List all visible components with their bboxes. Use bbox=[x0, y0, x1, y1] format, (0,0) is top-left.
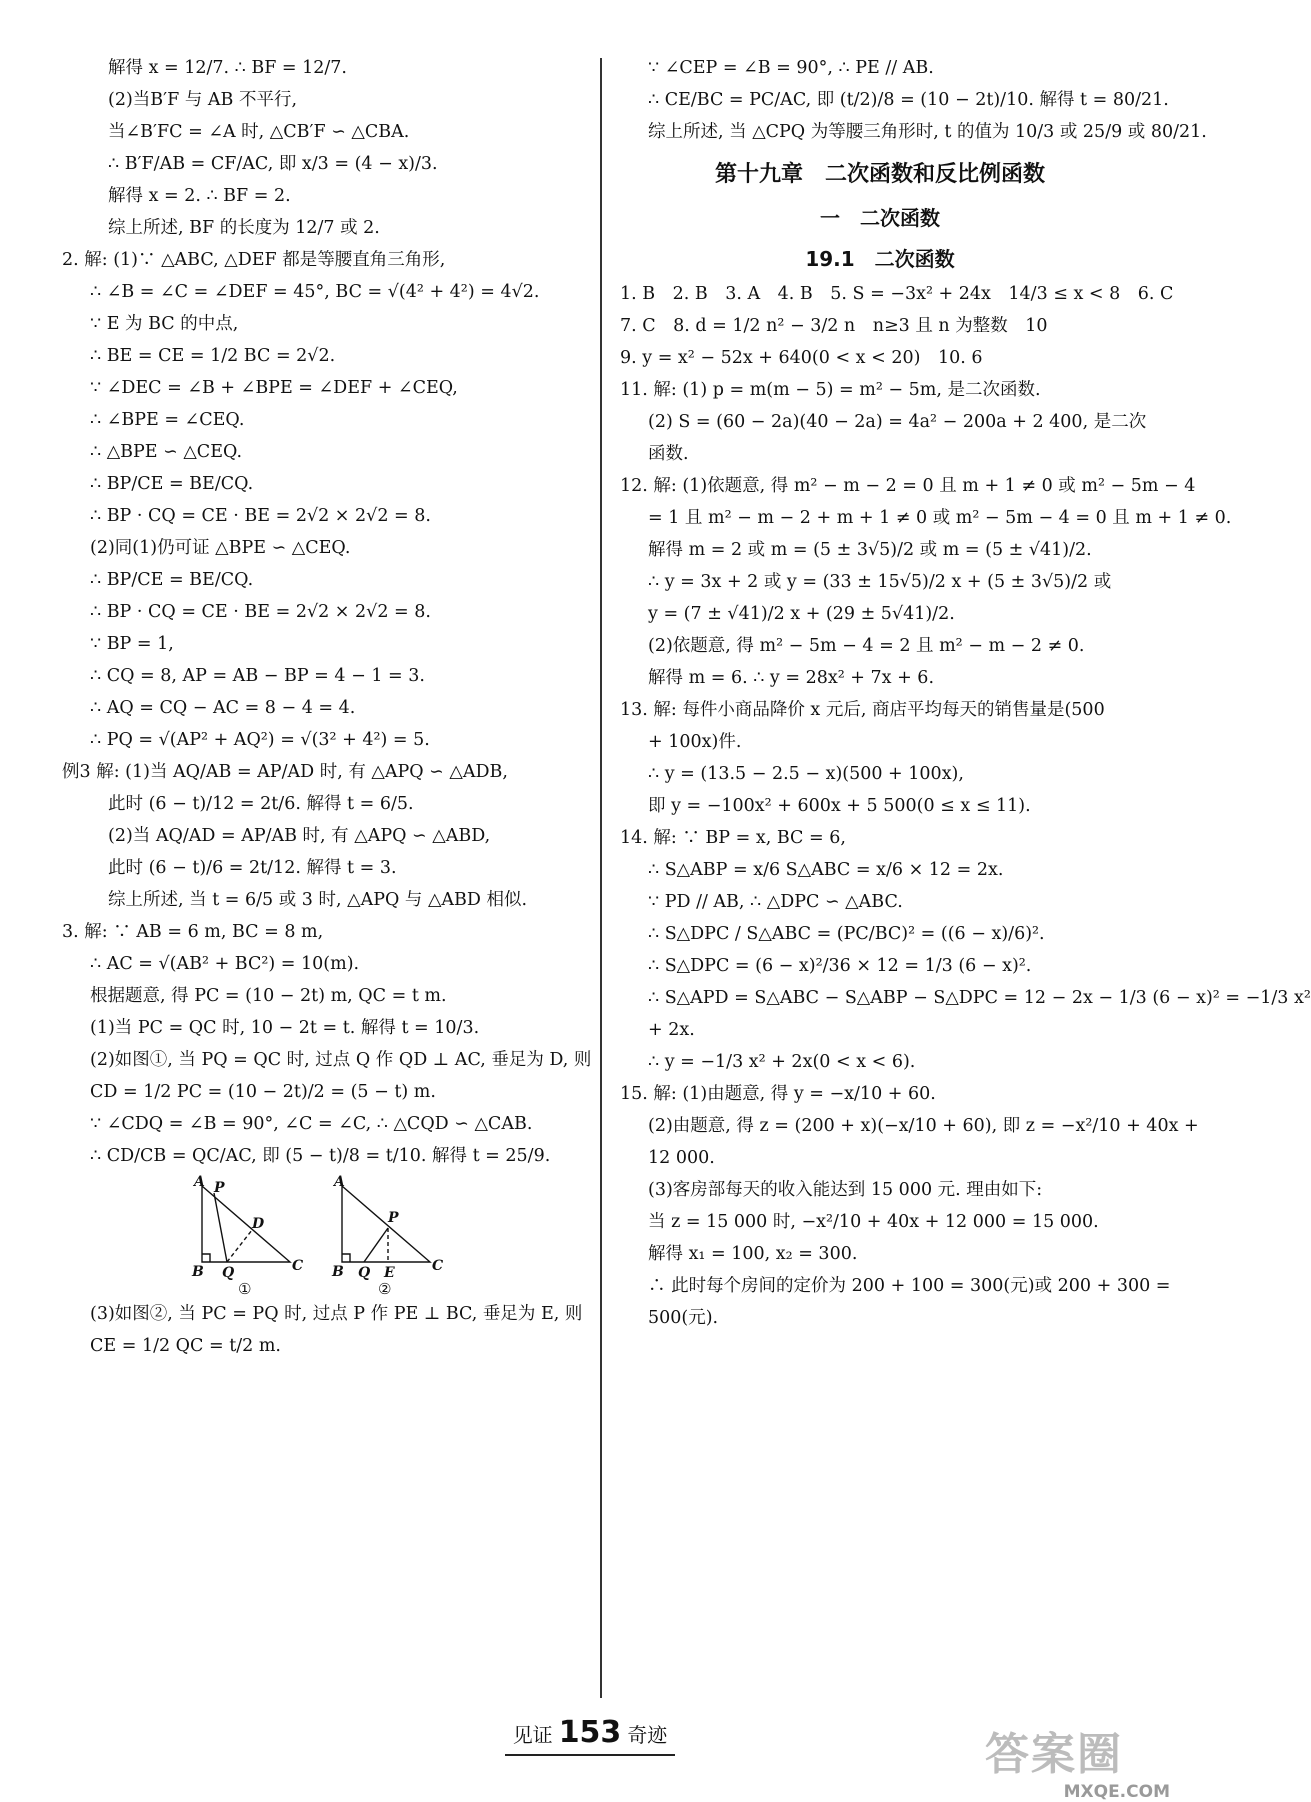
problem-2-start: 2. 解: (1)∵ △ABC, △DEF 都是等腰直角三角形, bbox=[62, 250, 446, 270]
answer-line: ∴ BP/CE = BE/CQ. bbox=[90, 570, 254, 590]
answer-line: 9. y = x² − 52x + 640(0 < x < 20) 10. 6 bbox=[620, 348, 983, 368]
answer-line: 当∠B′FC = ∠A 时, △CB′F ∽ △CBA. bbox=[108, 122, 410, 142]
answer-line: ∴ ∠B = ∠C = ∠DEF = 45°, BC = √(4² + 4²) = 4√2. bbox=[90, 282, 540, 302]
answer-line: (2) S = (60 − 2a)(40 − 2a) = 4a² − 200a + 2 400, 是二次 bbox=[648, 412, 1147, 432]
answer-line: ∴ CQ = 8, AP = AB − BP = 4 − 1 = 3. bbox=[90, 666, 425, 686]
answer-line: ∵ ∠CDQ = ∠B = 90°, ∠C = ∠C, ∴ △CQD ∽ △CAB. bbox=[90, 1114, 533, 1134]
answer-line: (1)当 PC = QC 时, 10 − 2t = t. 解得 t = 10/3. bbox=[90, 1018, 480, 1038]
answer-line: (3)客房部每天的收入能达到 15 000 元. 理由如下: bbox=[648, 1180, 1043, 1200]
answer-line: 1. B 2. B 3. A 4. B 5. S = −3x² + 24x 14/3 ≤ x < 8 6. C bbox=[620, 284, 1174, 304]
figure-caption: ① bbox=[238, 1280, 252, 1298]
label-e: E bbox=[384, 1265, 395, 1281]
answer-line: ∵ ∠CEP = ∠B = 90°, ∴ PE // AB. bbox=[648, 58, 934, 78]
answer-line: CE = 1/2 QC = t/2 m. bbox=[90, 1336, 281, 1356]
label-b: B bbox=[192, 1264, 204, 1280]
footer-rule bbox=[505, 1754, 675, 1756]
answer-line: = 1 且 m² − m − 2 + m + 1 ≠ 0 或 m² − 5m − 4 = 0 且 m + 1 ≠ 0. bbox=[648, 508, 1232, 528]
answer-line: ∵ ∠DEC = ∠B + ∠BPE = ∠DEF + ∠CEQ, bbox=[90, 378, 458, 398]
answer-line: 7. C 8. d = 1/2 n² − 3/2 n n≥3 且 n 为整数 10 bbox=[620, 316, 1048, 336]
label-p: P bbox=[388, 1210, 399, 1226]
answer-line: 综上所述, BF 的长度为 12/7 或 2. bbox=[108, 218, 380, 238]
answer-line: 此时 (6 − t)/6 = 2t/12. 解得 t = 3. bbox=[108, 858, 397, 878]
answer-line: 解得 m = 2 或 m = (5 ± 3√5)/2 或 m = (5 ± √41)/2. bbox=[648, 540, 1092, 560]
answer-line: ∴ S△ABP = x/6 S△ABC = x/6 × 12 = 2x. bbox=[648, 860, 1004, 880]
answer-line: 解得 x₁ = 100, x₂ = 300. bbox=[648, 1244, 858, 1264]
answer-line: (2)同(1)仍可证 △BPE ∽ △CEQ. bbox=[90, 538, 351, 558]
problem-12-start: 12. 解: (1)依题意, 得 m² − m − 2 = 0 且 m + 1 ≠ 0 或 m² − 5m − 4 bbox=[620, 476, 1196, 496]
answer-line: ∴ △BPE ∽ △CEQ. bbox=[90, 442, 243, 462]
page-number: 153 bbox=[558, 1715, 622, 1750]
label-a: A bbox=[334, 1174, 345, 1190]
chapter-title: 第十九章 二次函数和反比例函数 bbox=[714, 162, 1045, 187]
answer-line: ∴ BE = CE = 1/2 BC = 2√2. bbox=[90, 346, 336, 366]
answer-line: 解得 m = 6. ∴ y = 28x² + 7x + 6. bbox=[648, 668, 935, 688]
answer-line: (3)如图②, 当 PC = PQ 时, 过点 P 作 PE ⊥ BC, 垂足为 E, 则 bbox=[90, 1304, 583, 1324]
answer-line: ∴ BP · CQ = CE · BE = 2√2 × 2√2 = 8. bbox=[90, 602, 431, 622]
answer-line: ∴ y = (13.5 − 2.5 − x)(500 + 100x), bbox=[648, 764, 964, 784]
triangle-figures-svg bbox=[192, 1174, 452, 1298]
answer-line: CD = 1/2 PC = (10 − 2t)/2 = (5 − t) m. bbox=[90, 1082, 436, 1102]
watermark-logo bbox=[985, 1718, 1170, 1802]
answer-line: (2)当 AQ/AD = AP/AB 时, 有 △APQ ∽ △ABD, bbox=[108, 826, 491, 846]
label-b: B bbox=[332, 1264, 344, 1280]
answer-line: ∴ ∠BPE = ∠CEQ. bbox=[90, 410, 245, 430]
answer-line: 根据题意, 得 PC = (10 − 2t) m, QC = t m. bbox=[90, 986, 447, 1006]
answer-line: 综上所述, 当 △CPQ 为等腰三角形时, t 的值为 10/3 或 25/9 或 80/21. bbox=[648, 122, 1207, 142]
answer-line: ∵ BP = 1, bbox=[90, 634, 174, 654]
answer-line: ∴ BP/CE = BE/CQ. bbox=[90, 474, 254, 494]
problem-3-start: 3. 解: ∵ AB = 6 m, BC = 8 m, bbox=[62, 922, 324, 942]
problem-14-start: 14. 解: ∵ BP = x, BC = 6, bbox=[620, 828, 846, 848]
label-c: C bbox=[292, 1258, 304, 1274]
section-title: 一 二次函数 bbox=[820, 206, 940, 230]
answer-line: + 2x. bbox=[648, 1020, 695, 1040]
answer-line: ∵ E 为 BC 的中点, bbox=[90, 314, 239, 334]
footer-left-text: 见证 bbox=[512, 1723, 553, 1747]
answer-line: (2)依题意, 得 m² − 5m − 4 = 2 且 m² − m − 2 ≠ 0. bbox=[648, 636, 1085, 656]
right-column bbox=[620, 58, 1311, 1340]
answer-line: + 100x)件. bbox=[648, 732, 742, 752]
answer-line: ∴ AC = √(AB² + BC²) = 10(m). bbox=[90, 954, 360, 974]
problem-13-start: 13. 解: 每件小商品降价 x 元后, 商店平均每天的销售量是(500 bbox=[620, 700, 1105, 720]
answer-line: 12 000. bbox=[648, 1148, 715, 1168]
label-d: D bbox=[252, 1216, 265, 1232]
answer-line: ∴ y = 3x + 2 或 y = (33 ± 15√5)/2 x + (5 ± 3√5)/2 或 bbox=[648, 572, 1112, 592]
answer-line: ∴ S△DPC = (6 − x)²/36 × 12 = 1/3 (6 − x)². bbox=[648, 956, 1032, 976]
answer-line: ∴ B′F/AB = CF/AC, 即 x/3 = (4 − x)/3. bbox=[108, 154, 438, 174]
label-q: Q bbox=[222, 1265, 235, 1281]
answer-line: ∴ AQ = CQ − AC = 8 − 4 = 4. bbox=[90, 698, 356, 718]
answer-line: 当 z = 15 000 时, −x²/10 + 40x + 12 000 = 15 000. bbox=[648, 1212, 1099, 1232]
example-3-start: 例3 解: (1)当 AQ/AB = AP/AD 时, 有 △APQ ∽ △ADB, bbox=[62, 762, 508, 782]
figure-caption: ② bbox=[378, 1280, 392, 1298]
answer-line: ∴ S△APD = S△ABC − S△ABP − S△DPC = 12 − 2x − 1/3 (6 − x)² = −1/3 x² bbox=[648, 988, 1311, 1008]
watermark-text: 答案圈 bbox=[985, 1729, 1123, 1780]
answer-line: 即 y = −100x² + 600x + 5 500(0 ≤ x ≤ 11). bbox=[648, 796, 1031, 816]
label-c: C bbox=[432, 1258, 444, 1274]
answer-line: (2)由题意, 得 z = (200 + x)(−x/10 + 60), 即 z = −x²/10 + 40x + bbox=[648, 1116, 1199, 1136]
answer-line: ∴ CE/BC = PC/AC, 即 (t/2)/8 = (10 − 2t)/10. 解得 t = 80/21. bbox=[648, 90, 1169, 110]
label-q: Q bbox=[358, 1265, 371, 1281]
answer-line: (2)当B′F 与 AB 不平行, bbox=[108, 90, 298, 110]
footer-right-text: 奇迹 bbox=[627, 1723, 668, 1747]
answer-line: ∴ 此时每个房间的定价为 200 + 100 = 300(元)或 200 + 300 = bbox=[648, 1276, 1171, 1296]
watermark-domain: MXQE.COM bbox=[1063, 1782, 1170, 1802]
answer-line: ∴ y = −1/3 x² + 2x(0 < x < 6). bbox=[648, 1052, 916, 1072]
left-column bbox=[62, 58, 592, 1368]
answer-line: (2)如图①, 当 PQ = QC 时, 过点 Q 作 QD ⊥ AC, 垂足为 D, 则 bbox=[90, 1050, 592, 1070]
label-a: A bbox=[194, 1174, 205, 1190]
geometry-figures bbox=[62, 1174, 582, 1298]
answer-line: ∴ CD/CB = QC/AC, 即 (5 − t)/8 = t/10. 解得 t = 25/9. bbox=[90, 1146, 551, 1166]
answer-line: y = (7 ± √41)/2 x + (29 ± 5√41)/2. bbox=[648, 604, 955, 624]
answer-line: ∴ PQ = √(AP² + AQ²) = √(3² + 4²) = 5. bbox=[90, 730, 430, 750]
subsection-title: 19.1 二次函数 bbox=[805, 247, 955, 271]
answer-line: 函数. bbox=[648, 444, 689, 464]
label-p: P bbox=[214, 1180, 225, 1196]
answer-line: 解得 x = 12/7. ∴ BF = 12/7. bbox=[108, 58, 347, 78]
problem-11-start: 11. 解: (1) p = m(m − 5) = m² − 5m, 是二次函数. bbox=[620, 380, 1041, 400]
answer-line: 综上所述, 当 t = 6/5 或 3 时, △APQ 与 △ABD 相似. bbox=[108, 890, 528, 910]
answer-line: ∵ PD // AB, ∴ △DPC ∽ △ABC. bbox=[648, 892, 903, 912]
answer-line: 解得 x = 2. ∴ BF = 2. bbox=[108, 186, 291, 206]
column-divider bbox=[600, 58, 602, 1698]
answer-line: 500(元). bbox=[648, 1308, 719, 1328]
answer-line: 此时 (6 − t)/12 = 2t/6. 解得 t = 6/5. bbox=[108, 794, 414, 814]
answer-line: ∴ S△DPC / S△ABC = (PC/BC)² = ((6 − x)/6)². bbox=[648, 924, 1045, 944]
problem-15-start: 15. 解: (1)由题意, 得 y = −x/10 + 60. bbox=[620, 1084, 936, 1104]
answer-line: ∴ BP · CQ = CE · BE = 2√2 × 2√2 = 8. bbox=[90, 506, 431, 526]
